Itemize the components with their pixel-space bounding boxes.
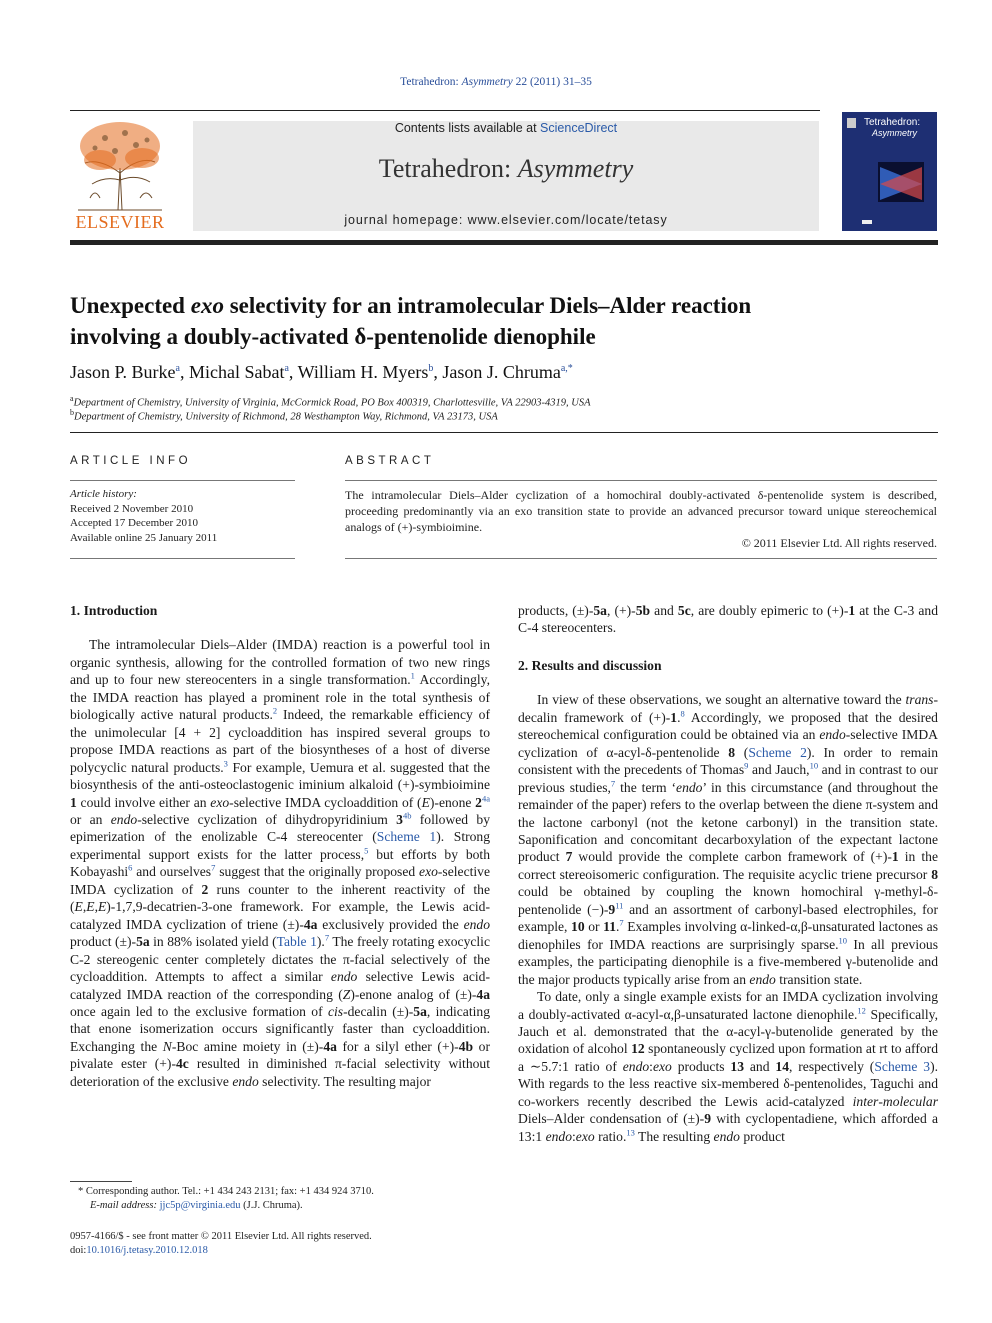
citation-journal-italic: Asymmetry xyxy=(461,76,513,88)
results-paragraph: To date, only a single example exists for an IMDA cyclization involving a doubly-activated α-acyl-α,β-unsaturated lactone dienophile.$^{12}$ Specifically, Jauch et al. demonstrated that the α-acyl-γ-butenolide generated by the oxidation of alcohol 12 spontaneously cyclized upon formation at rt to afford a ∼5.7:1 ratio of endo:exo products 13 and 14, respectively (Scheme 3). With regards to the less reactive six-membered δ-pentenolides, Taguchi and co-workers recently described the Lewis acid-catalyzed inter-molecular Diels–Alder condensation of (±)-9 with cyclopentadiene, which afforded a 13:1 endo:exo ratio.$^{13}$ The resulting endo product xyxy=(518,989,938,1144)
title-italic-exo: exo xyxy=(190,293,224,318)
abstract-bottom-rule xyxy=(345,558,937,559)
journal-name-italic: Asymmetry xyxy=(517,154,634,183)
homepage-url[interactable]: www.elsevier.com/locate/tetasy xyxy=(467,213,668,227)
email-label: E-mail address: xyxy=(90,1200,160,1211)
citation-volume-pages: 22 (2011) 31–35 xyxy=(512,76,592,88)
intro-paragraph: The intramolecular Diels–Alder (IMDA) reaction is a powerful tool in organic synthesis, allowing for the controlled formation of two new rings and up to four new stereocenters in a single transformation.$^1$ Accordingly, the IMDA reaction has played a prominent role in the total synthesis of biologically active natural products.$^2$ Indeed, the remarkable efficiency of the unimolecular [4 + 2] cycloaddition has inspired several groups to propose IMDA reactions as part of the biosyntheses of a host of diverse polycyclic natural products.$^3$ For example, Uemura et al. suggested that the biosynthesis of the anti-osteoclastogenic iminium alkaloid (+)-symbioimine 1 could involve either an exo-selective IMDA cycloaddition of (E)-enone $2^{4a}$ or an endo-selective cyclization of dihydropyridinium $3^{4b}$ followed by epimerization of the enolizable C-4 stereocenter (Scheme 1). Strong experimental support exists for the latter process,$^5$ but efforts by both Kobayashi$^6$ and ourselves$^7$ suggest that the originally proposed exo-selective IMDA cyclization of 2 runs counter to the inherent reactivity of the (E,E,E)-1,7,9-decatrien-3-one framework. For example, the Lewis acid-catalyzed IMDA cyclization of triene (±)-4a exclusively provided the endo product (±)-5a in 88% isolated yield (Table 1).$^7$ The freely rotating exocyclic C-2 stereogenic center completely dictates the π-facial selectively of the cycloaddition. Attempts to affect a similar endo selective Lewis acid-catalyzed IMDA reaction of the corresponding (Z)-enone analog of (±)-4a once again led to the exclusive formation of cis-decalin (±)-5a, indicating that enone isomerization occurs significantly faster than cycloaddition. Exchanging the N-Boc amine moiety in (±)-4a for a silyl ether (+)-4b or pivalate ester (+)-4c resulted in diminished π-facial selectivity without deterioration of the exclusive endo selectivity. The resulting major xyxy=(70,637,491,1089)
continued-paragraph: products, (±)-5a, (+)-5b and 5c, are doubly epimeric to (+)-1 at the C-3 and C-4 stereocenters. xyxy=(518,603,938,636)
journal-homepage xyxy=(193,213,819,227)
abstract-copyright: © 2011 Elsevier Ltd. All rights reserved. xyxy=(741,536,937,550)
citation-journal: Tetrahedron: xyxy=(400,76,462,88)
cover-graphic-icon xyxy=(842,112,937,231)
homepage-label: journal homepage: xyxy=(344,213,468,227)
intro-heading: 1. Introduction xyxy=(70,603,158,618)
cover-title-1: Tetrahedron: xyxy=(864,117,921,128)
author-name[interactable]: Jason J. Chruma xyxy=(442,362,561,382)
journal-cover[interactable] xyxy=(842,112,937,231)
email-suffix: (J.J. Chruma). xyxy=(240,1200,303,1211)
author-name[interactable]: William H. Myers xyxy=(297,362,429,382)
doi-line xyxy=(70,1245,500,1256)
affiliation-text: Department of Chemistry, University of Richmond, 28 Westhampton Way, Richmond, VA 23173, USA xyxy=(74,411,498,423)
author-name[interactable]: Michal Sabat xyxy=(188,362,285,382)
online-date: Available online 25 January 2011 xyxy=(70,531,218,544)
accepted-date: Accepted 17 December 2010 xyxy=(70,517,198,530)
body-column-left xyxy=(70,602,490,1090)
affiliation-rule xyxy=(70,432,938,433)
results-heading: 2. Results and discussion xyxy=(518,657,662,673)
body-column-right xyxy=(518,602,938,1145)
author-affil-mark[interactable]: a xyxy=(284,363,289,374)
author-affil-mark[interactable]: a,* xyxy=(560,363,573,374)
tree-logo-icon xyxy=(70,118,170,213)
affiliation-text: Department of Chemistry, University of Virginia, McCormick Road, PO Box 400319, Charlottesville, VA 22903-4319, USA xyxy=(73,397,591,409)
journal-title xyxy=(193,154,819,184)
author-name[interactable]: Jason P. Burke xyxy=(70,362,176,382)
abstract-rule xyxy=(345,480,937,481)
doi-label: doi: xyxy=(70,1245,87,1256)
publisher-name: ELSEVIER xyxy=(75,212,165,232)
article-history xyxy=(70,487,295,545)
affiliation xyxy=(70,408,930,423)
corresponding-author-note: * Corresponding author. Tel.: +1 434 243 2131; fax: +1 434 924 3710. xyxy=(78,1186,374,1197)
abstract-heading: ABSTRACT xyxy=(345,455,435,467)
abstract-text: The intramolecular Diels–Alder cyclization of a homochiral doubly-activated δ-pentenolide system is described, proceeding predominantly via an exo transition state to provide an advanced precursor toward unique stereochemical analogs of (+)-symbioimine. xyxy=(345,488,937,534)
contents-prefix: Contents lists available at xyxy=(394,121,541,135)
email-note xyxy=(90,1200,520,1211)
elsevier-logo[interactable] xyxy=(70,118,170,233)
article-info-bottom-rule xyxy=(70,558,295,559)
header-top-rule xyxy=(70,110,820,111)
affiliation-mark: a xyxy=(70,394,74,403)
journal-name: Tetrahedron: xyxy=(378,154,518,183)
email-link[interactable]: jjc5p@virginia.edu xyxy=(159,1200,241,1211)
article-title xyxy=(70,290,930,352)
author-list: Jason P. Burke$^a$, Michal Sabat$^a$, William H. Myers$^b$, Jason J. Chruma$^{a,*}$ xyxy=(70,362,573,382)
article-info-heading: ARTICLE INFO xyxy=(70,455,192,467)
article-info-rule xyxy=(70,480,295,481)
results-paragraph: In view of these observations, we sought an alternative toward the trans-decalin framework of (+)-1.$^8$ Accordingly, we proposed that the desired stereochemical configuration could be obtained via an endo-selective IMDA cyclization of α-acyl-δ-pentenolide 8 (Scheme 2). In order to remain consistent with the precedents of Thomas$^9$ and Jauch,$^{10}$ and in contrast to our previous studies,$^7$ the term ‘endo’ in this circumstance (and throughout the remainder of the paper) refers to the overlap between the diene π-system and the lactone carbonyl (not the ketone carbonyl) in the transition state. Saponification and concomitant decarboxylation of the expectant lactone product 7 would provide the complete carbon framework of (+)-1 in the correct stereoisomeric configuration. The requisite acyclic triene precursor 8 could be obtained by coupling the known homochiral γ-methyl-δ-pentenolide $(-)-9^{11}$ and an assortment of carbonyl-based electrophiles, for example, 10 or 11.$^7$ Examples involving α-linked-α,β-unsaturated lactones as dienophiles for IMDA reactions are surprisingly sparse.$^{10}$ In all previous examples, the participating dienophile is a five-membered γ-butenolide and the major products typically arise from an endo transition state. xyxy=(518,692,938,987)
affiliation-mark: b xyxy=(70,408,74,417)
sciencedirect-link[interactable]: ScienceDirect xyxy=(540,121,618,135)
history-label: Article history: xyxy=(70,488,137,500)
title-part-1: Unexpected xyxy=(70,293,191,318)
cover-title-2: Asymmetry xyxy=(872,128,917,138)
contents-available xyxy=(193,121,819,135)
journal-citation[interactable] xyxy=(0,76,992,88)
issn-line: 0957-4166/$ - see front matter © 2011 Elsevier Ltd. All rights reserved. xyxy=(70,1231,372,1242)
author-affil-mark[interactable]: b xyxy=(428,363,434,374)
journal-masthead xyxy=(193,121,819,231)
author-affil-mark[interactable]: a xyxy=(175,363,180,374)
header-thick-rule xyxy=(70,240,938,245)
title-line-2: involving a doubly-activated δ-pentenolide dienophile xyxy=(70,324,596,349)
title-part-2: selectivity for an intramolecular Diels–Alder reaction xyxy=(223,293,752,318)
affiliation xyxy=(70,394,930,409)
footnote-rule xyxy=(70,1181,132,1182)
doi-link[interactable]: 10.1016/j.tetasy.2010.12.018 xyxy=(86,1245,208,1256)
received-date: Received 2 November 2010 xyxy=(70,502,194,515)
